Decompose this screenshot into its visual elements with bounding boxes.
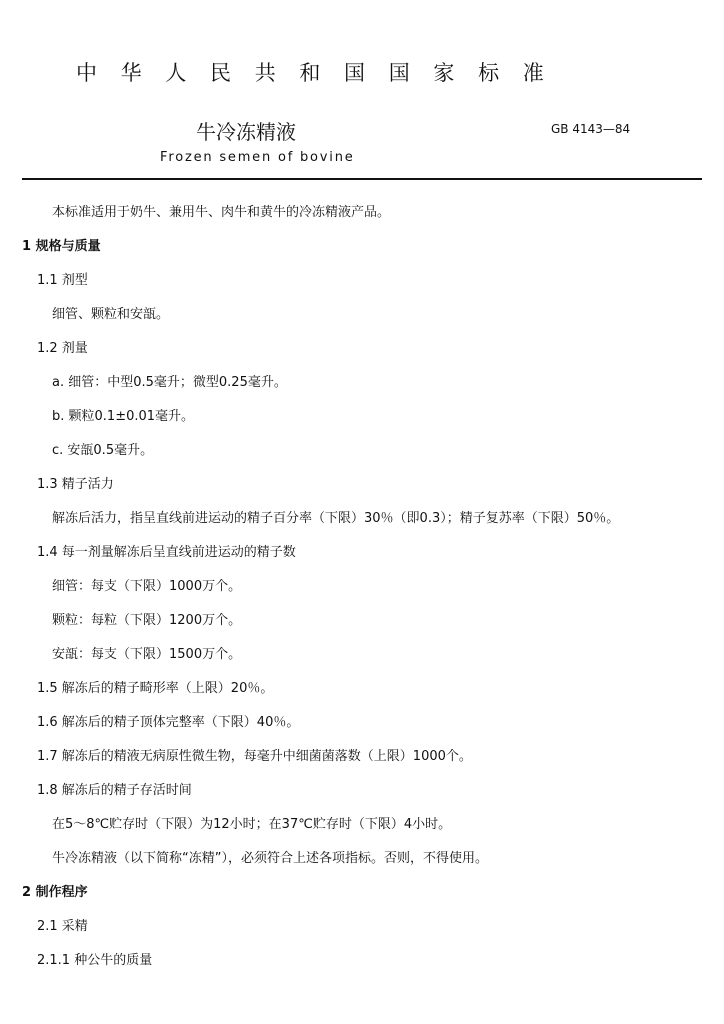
- clause-1-4-straw: 细管：每支（下限）1000万个。: [52, 579, 242, 594]
- section-2-heading: 2 制作程序: [22, 885, 88, 900]
- clause-1-8-heading: 1.8 解冻后的精子存活时间: [37, 783, 192, 798]
- compliance-note: 牛冷冻精液（以下简称“冻精”），必须符合上述各项指标。否则，不得使用。: [52, 851, 488, 866]
- clause-1-1-heading: 1.1 剂型: [37, 273, 88, 288]
- clause-1-2-item-a: a. 细管：中型0.5毫升；微型0.25毫升。: [52, 375, 287, 390]
- clause-1-3-text: 解冻后活力，指呈直线前进运动的精子百分率（下限）30％（即0.3）；精子复苏率（下限）50％。: [52, 511, 620, 526]
- clause-1-4-ampoule: 安瓿：每支（下限）1500万个。: [52, 647, 242, 662]
- clause-1-5: 1.5 解冻后的精子畸形率（上限）20％。: [37, 681, 274, 696]
- clause-2-1-1-heading: 2.1.1 种公牛的质量: [37, 953, 153, 968]
- clause-1-2-heading: 1.2 剂量: [37, 341, 88, 356]
- clause-1-8-text: 在5～8℃贮存时（下限）为12小时；在37℃贮存时（下限）4小时。: [52, 817, 452, 832]
- clause-1-3-heading: 1.3 精子活力: [37, 477, 114, 492]
- clause-1-2-item-c: c. 安瓿0.5毫升。: [52, 443, 154, 458]
- clause-1-4-pellet: 颗粒：每粒（下限）1200万个。: [52, 613, 242, 628]
- header-divider: [22, 178, 702, 180]
- standard-number: GB 4143—84: [551, 122, 631, 136]
- clause-1-6: 1.6 解冻后的精子顶体完整率（下限）40％。: [37, 715, 300, 730]
- clause-1-1-text: 细管、颗粒和安瓿。: [52, 307, 170, 322]
- issuing-organization: 中 华 人 民 共 和 国 国 家 标 准: [76, 61, 553, 85]
- clause-2-1-heading: 2.1 采精: [37, 919, 88, 934]
- scope-paragraph: 本标准适用于奶牛、兼用牛、肉牛和黄牛的冷冻精液产品。: [52, 205, 391, 220]
- document-title-english: Frozen semen of bovine: [160, 150, 355, 165]
- clause-1-4-heading: 1.4 每一剂量解冻后呈直线前进运动的精子数: [37, 545, 296, 560]
- document-title-chinese: 牛冷冻精液: [196, 120, 296, 144]
- clause-1-7: 1.7 解冻后的精液无病原性微生物，每毫升中细菌菌落数（上限）1000个。: [37, 749, 472, 764]
- clause-1-2-item-b: b. 颗粒0.1±0.01毫升。: [52, 409, 195, 424]
- section-1-heading: 1 规格与质量: [22, 239, 101, 254]
